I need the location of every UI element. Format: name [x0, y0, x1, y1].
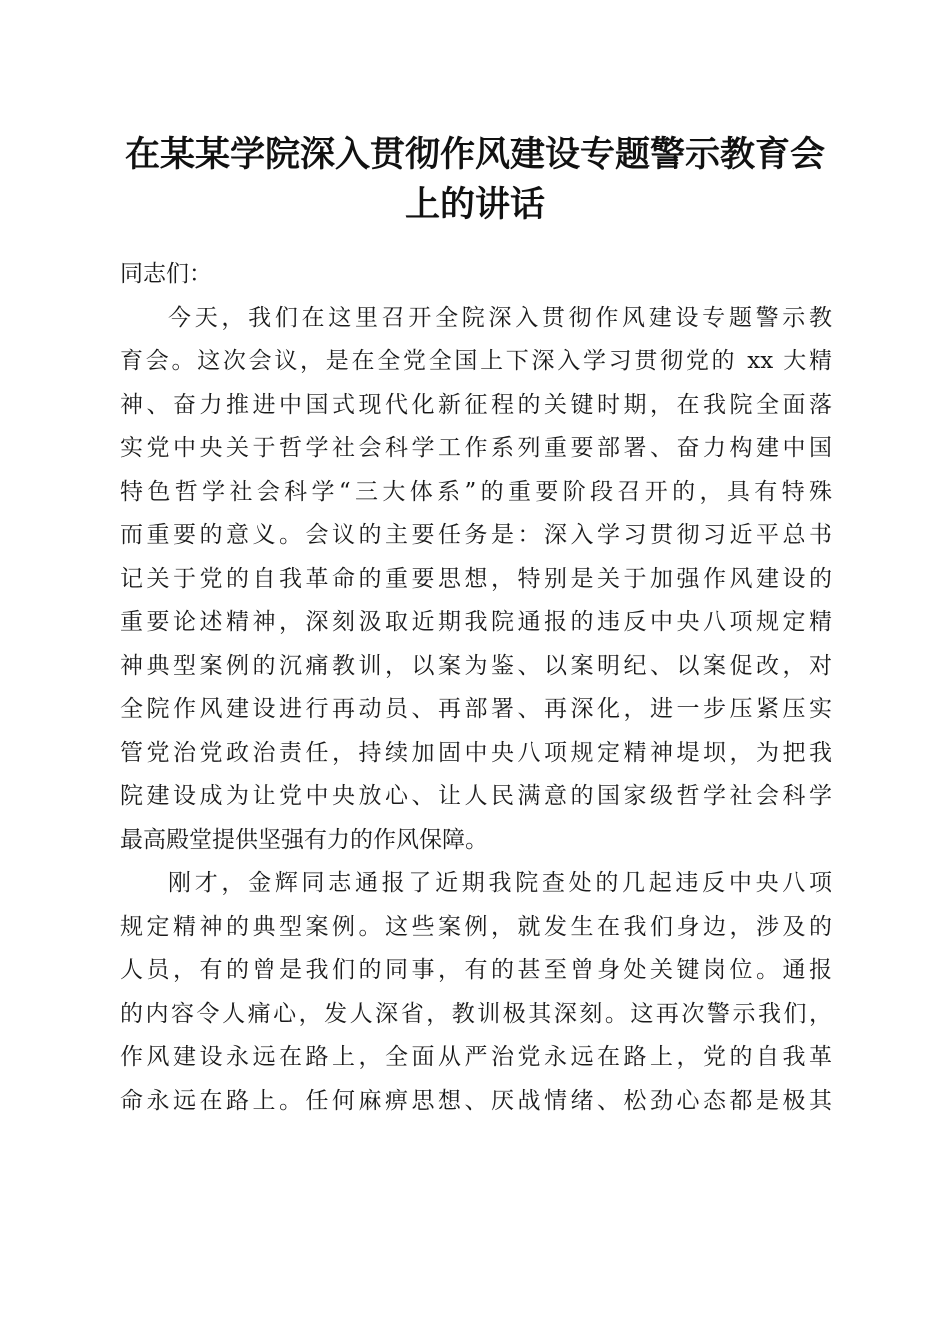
- paragraph-line: 特色哲学社会科学“三大体系”的重要阶段召开的，具有特殊: [120, 478, 832, 505]
- paragraph-line: 院建设成为让党中央放心、让人民满意的国家级哲学社会科学: [120, 783, 832, 809]
- title-line-2: 上的讲话: [404, 184, 545, 225]
- document-title: [110, 130, 840, 230]
- paragraph-line: 神、奋力推进中国式现代化新征程的关键时期，在我院全面落: [120, 391, 832, 418]
- paragraph-line: 作风建设永远在路上，全面从严治党永远在路上，党的自我革: [120, 1044, 832, 1070]
- paragraph-line: 规定精神的典型案例。这些案例，就发生在我们身边，涉及的: [120, 913, 832, 940]
- paragraph-line: 实党中央关于哲学社会科学工作系列重要部署、奋力构建中国: [120, 435, 832, 461]
- paragraph-line: 重要论述精神，深刻汲取近期我院通报的违反中央八项规定精: [120, 609, 832, 635]
- paragraph-line: 神典型案例的沉痛教训，以案为鉴、以案明纪、以案促改，对: [120, 652, 832, 679]
- paragraph-2: [120, 862, 832, 1123]
- title-line-1: 在某某学院深入贯彻作风建设专题警示教育会: [124, 134, 825, 175]
- paragraph-line: 今天，我们在这里召开全院深入贯彻作风建设专题警示教: [168, 304, 832, 331]
- paragraph-line: 刚才，金辉同志通报了近期我院查处的几起违反中央八项: [168, 870, 832, 896]
- paragraph-line: 记关于党的自我革命的重要思想，特别是关于加强作风建设的: [120, 565, 832, 592]
- paragraph-line: 管党治党政治责任，持续加固中央八项规定精神堤坝，为把我: [120, 739, 832, 766]
- paragraph-line: 人员，有的曾是我们的同事，有的甚至曾身处关键岗位。通报: [120, 957, 832, 983]
- paragraph-line: 全院作风建设进行再动员、再部署、再深化，进一步压紧压实: [120, 696, 832, 722]
- salutation: 同志们：: [120, 261, 212, 287]
- paragraph-line: 育会。这次会议，是在全党全国上下深入学习贯彻党的 xx 大精: [120, 348, 832, 374]
- paragraph-line: 的内容令人痛心，发人深省，教训极其深刻。这再次警示我们，: [120, 1000, 832, 1027]
- paragraph-1: [120, 297, 832, 863]
- paragraph-line: 而重要的意义。会议的主要任务是：深入学习贯彻习近平总书: [120, 522, 832, 548]
- paragraph-line: 命永远在路上。任何麻痹思想、厌战情绪、松劲心态都是极其: [120, 1087, 832, 1114]
- document-body: [120, 253, 832, 1123]
- paragraph-line: 最高殿堂提供坚强有力的作风保障。: [120, 826, 488, 853]
